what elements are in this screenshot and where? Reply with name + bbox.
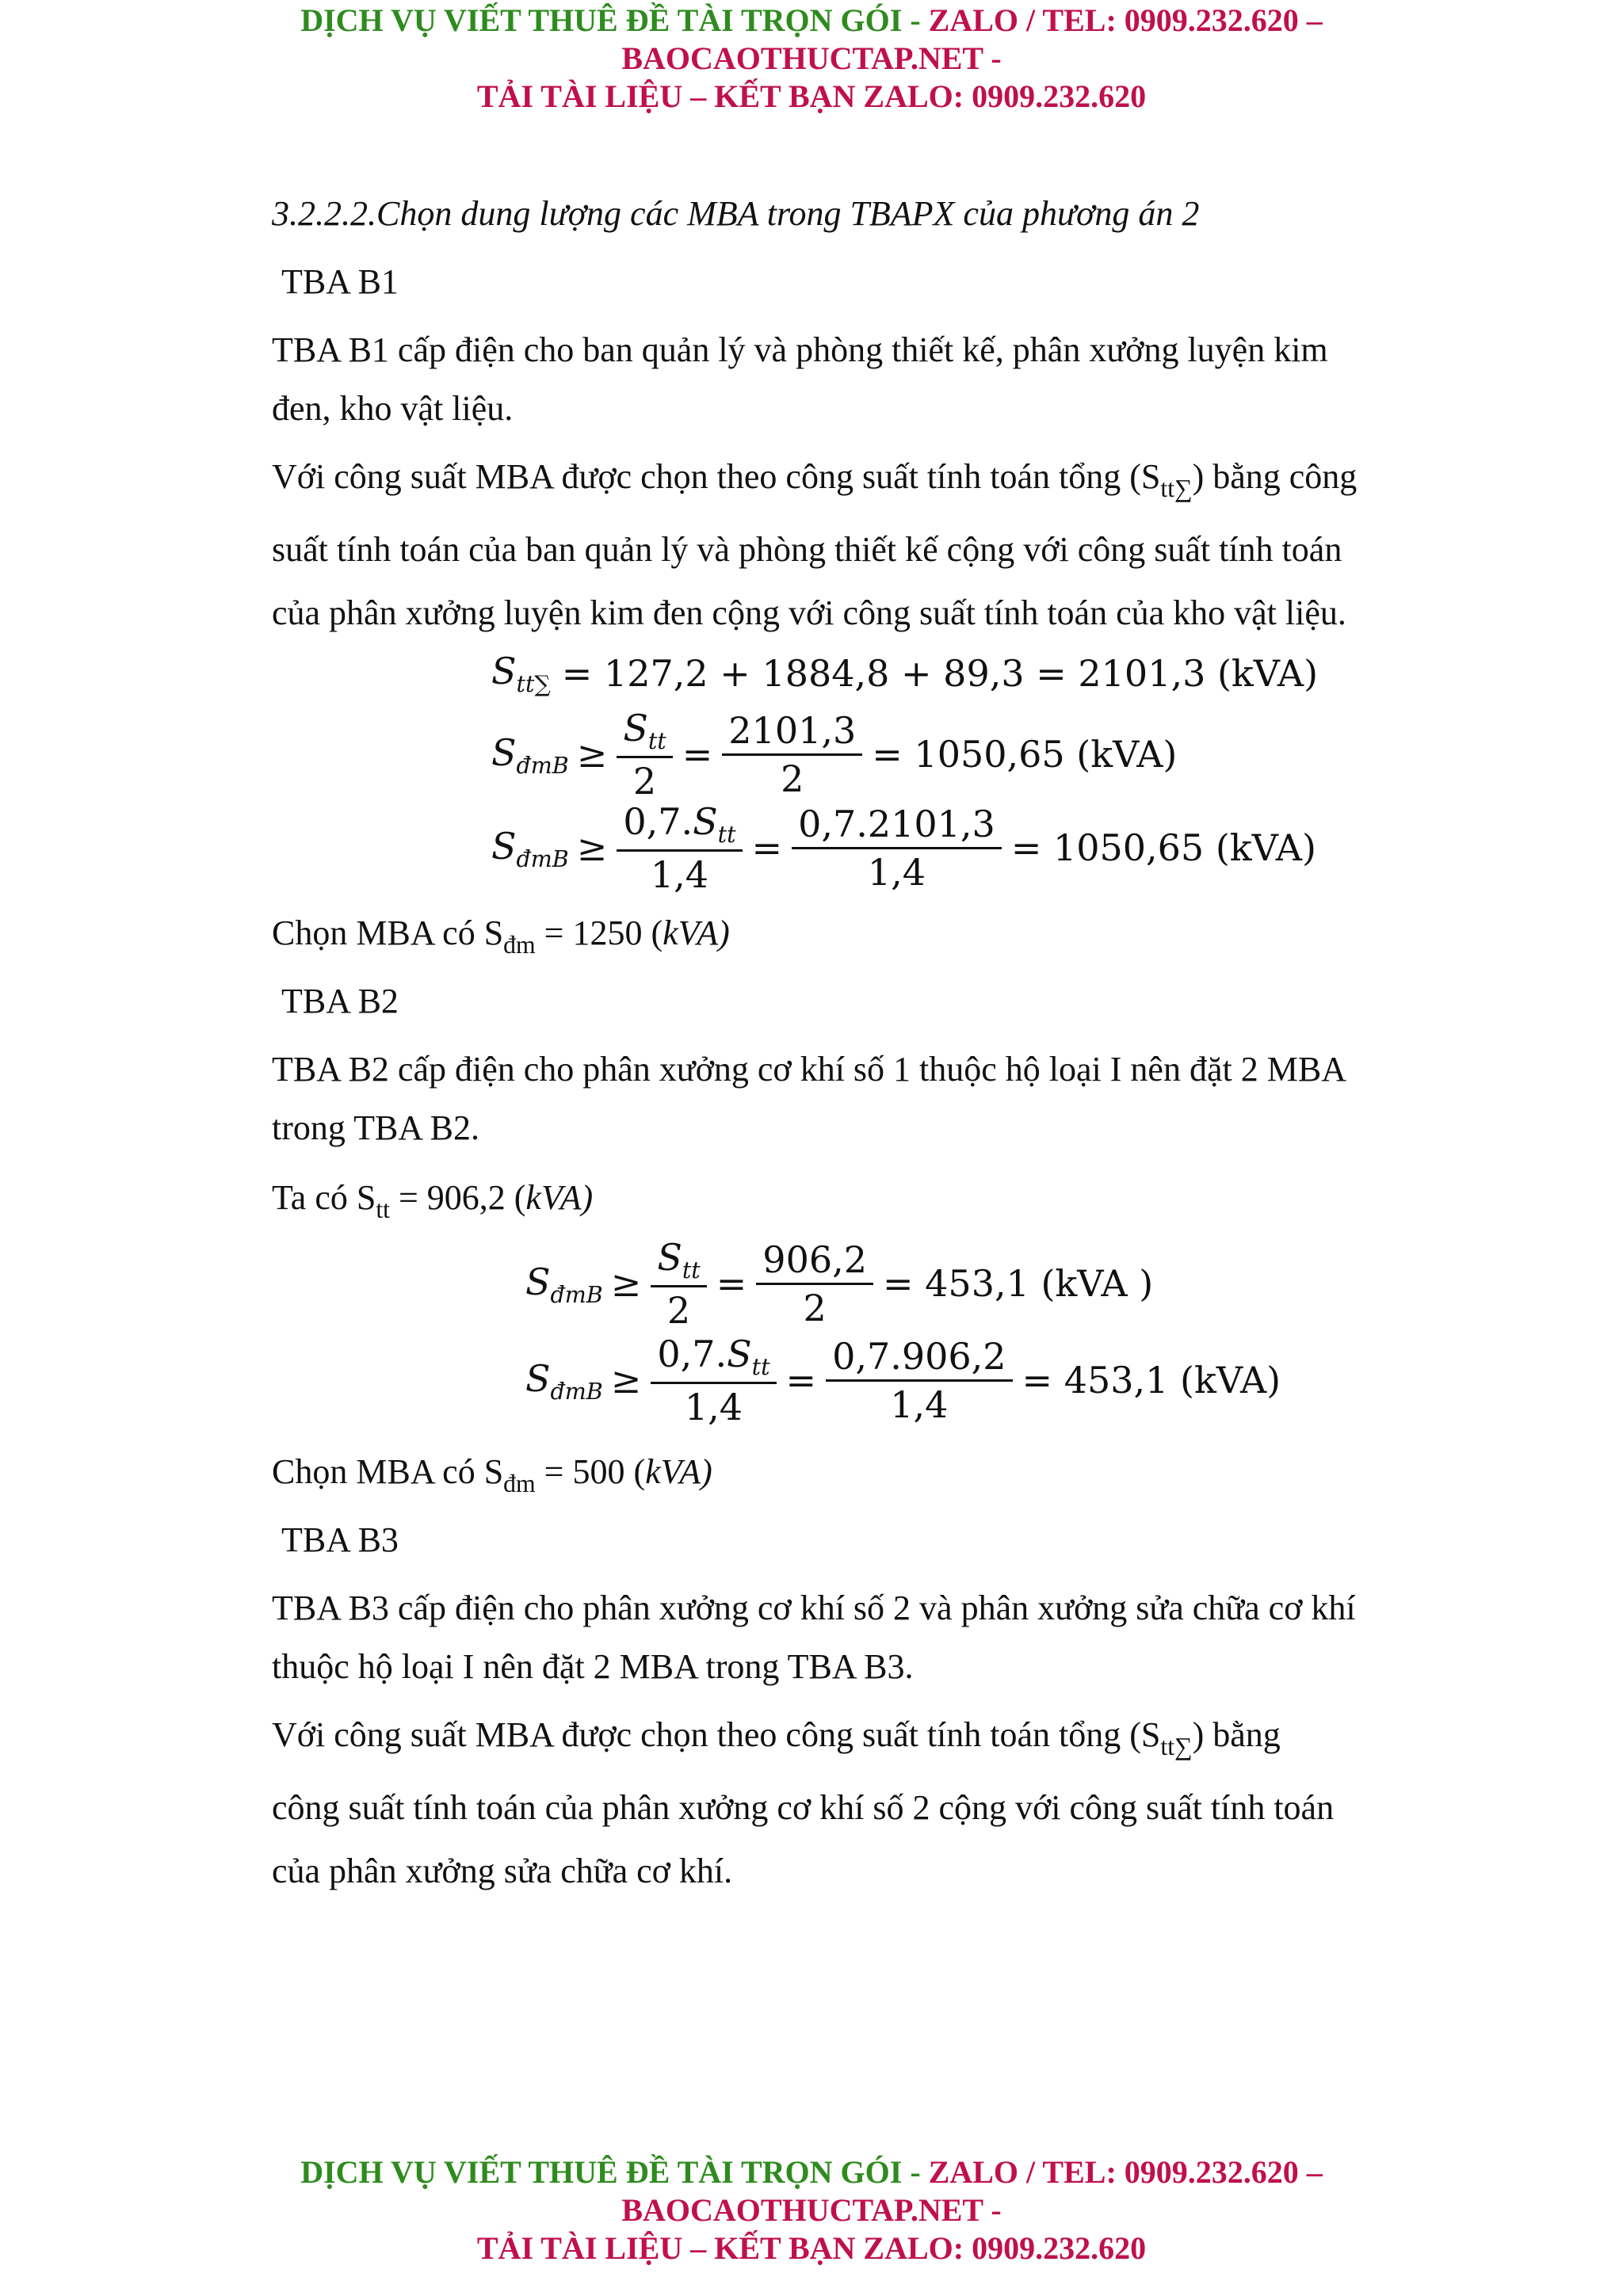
b2-desc-line-1: TBA B2 cấp điện cho phân xưởng cơ khí số 1 thuộc hộ loại I nên đặt 2 MBA [272,1050,1346,1089]
b1-title: TBA B1 [281,262,399,301]
b3-para-line-3: của phân xưởng sửa chữa cơ khí. [272,1852,733,1890]
footer-banner-line-1: DỊCH VỤ VIẾT THUÊ ĐỀ TÀI TRỌN GÓI - ZALO / TEL: 0909.232.620 – [300,2154,1323,2190]
b2-given: Ta có $S_{tt} = 906,2$ (kVA) [272,1178,594,1224]
b3-para-line-2: công suất tính toán của phân xưởng cơ khí số 2 cộng với công suất tính toán [272,1788,1335,1827]
banner-contact-text: ZALO / TEL: 0909.232.620 – [928,2,1323,38]
footer-banner-website: BAOCAOTHUCTAP.NET - [621,2192,1002,2228]
b2-choice: Chọn MBA có $S_{đm} = 500$ (kVA) [272,1452,712,1498]
header-banner [0,2,1623,116]
b2-formula-rated-2: $S_{đmB}$ ≥ $\frac{0,7.S_{tt}}{1,4}$ = $\frac{0,7.906,2}{1,4}$ = 453,1 (kVA) [525,1333,1281,1428]
banner-line-1 [0,2,1623,40]
b1-para-line-1: Với công suất MBA được chọn theo công suất tính toán tổng $(S_{tt\sum})$ bằng công [272,457,1358,503]
b3-title: TBA B3 [281,1520,399,1559]
b1-para-line-2: suất tính toán của ban quản lý và phòng thiết kế cộng với công suất tính toán [272,530,1342,569]
section-heading: 3.2.2.2.Chọn dung lượng các MBA trong TBAPX của phương án 2 [272,194,1200,233]
b2-desc-line-2: trong TBA B2. [272,1108,480,1147]
footer-banner-download-text: TẢI TÀI LIỆU – KẾT BẠN ZALO: 0909.232.620 [476,2230,1147,2266]
b1-formula-rated-2: $S_{đmB}$ ≥ $\frac{0,7.S_{tt}}{1,4}$ = $\frac{0,7.2101,3}{1,4}$ = 1050,65 (kVA) [491,800,1316,896]
banner-download-text: TẢI TÀI LIỆU – KẾT BẠN ZALO: 0909.232.620 [476,78,1147,114]
footer-banner [0,2153,1623,2267]
b2-formula-rated-1: $S_{đmB}$ ≥ $\frac{S_{tt}}{2}$ = $\frac{906,2}{2}$ = 453,1 (kVA ) [525,1236,1154,1332]
subscript: tt∑ [1160,475,1193,503]
b1-desc-line-2: đen, kho vật liệu. [272,389,514,428]
b1-choice: Chọn MBA có $S_{đm} = 1250$ (kVA) [272,913,730,959]
banner-website: BAOCAOTHUCTAP.NET - [621,40,1002,76]
b1-formula-total: $S_{tt\sum}$ = 127,2 + 1884,8 + 89,3 = 2101,3 (kVA) [491,650,1319,697]
b3-para-line-1: Với công suất MBA được chọn theo công suất tính toán tổng $(S_{tt\sum})$ bằng [272,1715,1281,1761]
b3-desc-line-2: thuộc hộ loại I nên đặt 2 MBA trong TBA B3. [272,1647,914,1686]
b3-desc-line-1: TBA B3 cấp điện cho phân xưởng cơ khí số 2 và phân xưởng sửa chữa cơ khí [272,1589,1356,1627]
b1-para-line-3: của phân xưởng luyện kim đen cộng với công suất tính toán của kho vật liệu. [272,593,1346,632]
b1-desc-line-1: TBA B1 cấp điện cho ban quản lý và phòng thiết kế, phân xưởng luyện kim [272,330,1328,369]
b1-formula-rated-1: $S_{đmB}$ ≥ $\frac{S_{tt}}{2}$ = $\frac{2101,3}{2}$ = 1050,65 (kVA) [491,707,1178,803]
banner-service-text: DỊCH VỤ VIẾT THUÊ ĐỀ TÀI TRỌN GÓI - [300,2,929,38]
b2-title: TBA B2 [281,982,399,1020]
